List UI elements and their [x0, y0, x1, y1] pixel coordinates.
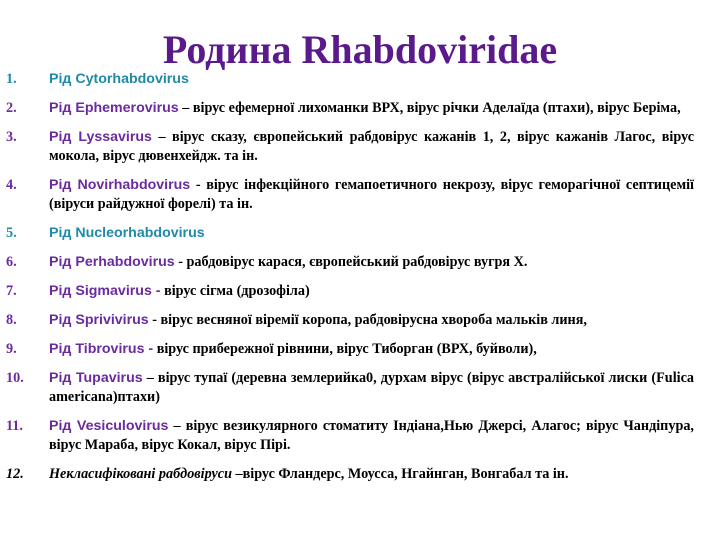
genus-name: Рід Tupavirus [49, 370, 143, 386]
list-item [6, 176, 694, 214]
list-item [6, 99, 694, 118]
page-title: Родина Rhabdoviridae [162, 27, 558, 72]
genus-name: Рід Sigmavirus - [49, 283, 161, 299]
list-item [6, 128, 694, 166]
genus-description: – вірус везикулярного стоматиту Індіана,Нью Джерсі, Алагос; вірус Чандіпура, вірус Мараба, вірус Кокал, вірус Пірі. [49, 418, 694, 453]
genus-description: вірус сігма (дрозофіла) [160, 283, 310, 299]
list-item [6, 224, 694, 243]
item-body [49, 369, 694, 407]
item-number: 3. [6, 129, 17, 145]
item-body [49, 253, 694, 272]
genus-name: Рід Lyssavirus [49, 129, 152, 145]
list-item [6, 253, 694, 272]
item-body [49, 176, 694, 214]
item-body [49, 465, 694, 484]
genus-description: – вірус тупаї (деревна землерийка0, дурхам вірус (вірус австралійської лиски (Fulica americana)птахи) [49, 370, 694, 405]
item-number: 4. [6, 177, 17, 193]
list-item [6, 465, 694, 484]
genus-description: - вірус інфекційного гемапоетичного некрозу, вірус геморагічної септицемії (віруси райдужної форелі) та ін. [49, 177, 694, 212]
item-number: 10. [6, 370, 24, 386]
genus-name: Некласифіковані рабдовіруси [49, 466, 232, 482]
list-item [6, 282, 694, 301]
item-number: 9. [6, 341, 17, 357]
item-number: 2. [6, 100, 17, 116]
list-item [6, 70, 694, 89]
item-body [49, 311, 694, 330]
list-item [6, 340, 694, 359]
item-body [49, 70, 694, 89]
genus-description: – вірус ефемерної лихоманки ВРХ, вірус річки Аделаїда (птахи), вірус Беріма, [178, 100, 681, 116]
list-item [6, 369, 694, 407]
item-number: 12. [6, 466, 24, 482]
genus-description: вірус прибережної рівнини, вірус Тиборган (ВРХ, буйволи), [153, 341, 537, 357]
genus-description: - рабдовірус карася, європейський рабдовірус вугря Х. [174, 254, 528, 270]
item-body [49, 128, 694, 166]
item-body [49, 282, 694, 301]
item-number: 5. [6, 225, 17, 241]
item-number: 6. [6, 254, 17, 270]
genus-description: – вірус сказу, європейський рабдовірус кажанів 1, 2, вірус кажанів Лагос, вірус мокола, вірус дювенхейдж. та ін. [49, 129, 694, 164]
genus-list [6, 70, 694, 494]
item-number: 1. [6, 71, 17, 87]
genus-name: Рід Novirhabdovirus [49, 177, 191, 193]
item-number: 11. [6, 418, 23, 434]
item-number: 7. [6, 283, 17, 299]
genus-name: Рід Cytorhabdovirus [49, 71, 189, 87]
genus-name: Рід Sprivivirus [49, 312, 149, 328]
item-body [49, 224, 694, 243]
genus-name: Рід Nucleorhabdovirus [49, 225, 205, 241]
genus-name: Рід Ephemerovirus [49, 100, 179, 116]
item-body [49, 99, 694, 118]
genus-name: Рід Vesiculovirus [49, 418, 169, 434]
genus-description: –вірус Фландерс, Моусса, Нгайнган, Вонгабал та ін. [231, 466, 569, 482]
list-item [6, 311, 694, 330]
genus-name: Рід Perhabdovirus [49, 254, 175, 270]
item-number: 8. [6, 312, 17, 328]
genus-name: Рід Tibrovirus - [49, 341, 154, 357]
item-body [49, 340, 694, 359]
list-item [6, 417, 694, 455]
genus-description: - вірус весняної віремії коропа, рабдовірусна хвороба мальків линя, [148, 312, 587, 328]
item-body [49, 417, 694, 455]
